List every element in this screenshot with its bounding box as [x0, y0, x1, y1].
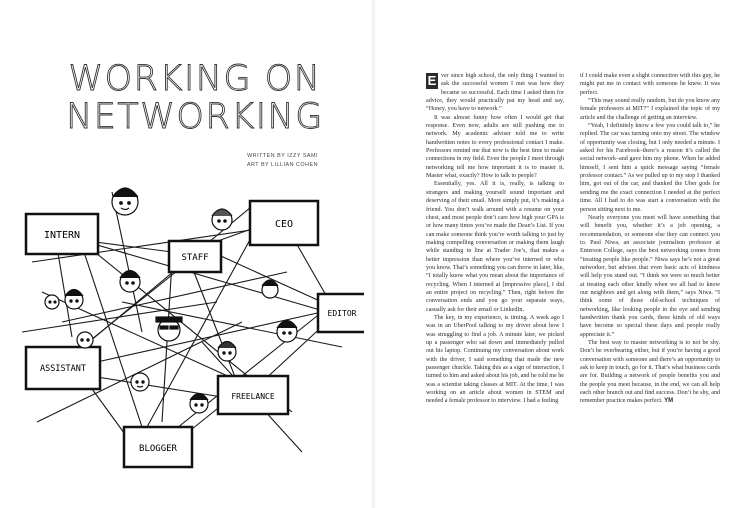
box-ceo: [250, 201, 318, 245]
paragraph: if I could make even a slight connection with this guy, he might put me in contact with someone he knew. It was perfect.: [580, 73, 720, 96]
face-icon: [212, 209, 232, 230]
face-icon: [77, 332, 93, 348]
box-assistant: [26, 347, 100, 389]
paragraph: It was almost funny how often I would get that response. Even now, adults are still pushing me to network. My academic adviser told me to write handwritten notes to every professional contact I make. Professors remind me that now is the best time to make connections in my field. Even the people I meet through networking tell me how important it is to master it. Master what, exactly? How to talk to people?: [426, 114, 564, 180]
box-staff: [169, 241, 221, 272]
paragraph: “This may sound really random, but do you know any female professors at MIT?” I explained the topic of my article and the challenge of getting an interview.: [580, 98, 720, 121]
label-staff: STAFF: [181, 253, 209, 263]
author-credit: WRITTEN BY IZZY SAMI: [247, 153, 318, 159]
face-icon: [156, 317, 182, 341]
face-icon: [190, 394, 208, 414]
paragraph: The best way to master networking is to not be shy. Don’t be overbearing either, but if you’re having a good conversation with someone and there’s an opportunity to ask to keep in touch, go for it. That’s what business cards are for. Building a network of people benefits you and the people you meet because, in the end, we can all help each other branch out and find success. Don’t be shy, and remember practice makes perfect. YM: [580, 340, 720, 405]
paragraph: Essentially, yes. All it is, really, is talking to strangers and making yourself sound important and deserving of their email. More simply put, it’s making a friend. You don’t walk around with a resume on your chest, and most people don’t care how high your GPA is or how many times you’ve made the Dean’s List. If you can make someone think you’re worth talking to just by making compelling conversation or making them laugh while standing in line at Trader Joe’s, that makes a better impression than where you’ve interned or who you know. That’s something you can throw in later, like, “I totally know what you mean about the importance of recycling. When I interned at [impressive place], I did an entire project on recycling.” Then, right before the conversation ends and you go your separate ways, casually ask for their email or LinkedIn.: [426, 181, 564, 313]
face-icon: [131, 373, 149, 391]
end-mark: YM: [664, 398, 674, 405]
label-ceo: CEO: [274, 219, 294, 230]
artist-credit: ART BY LILLIAN COHEN: [246, 162, 318, 168]
label-freelance: FREELANCE: [231, 392, 275, 401]
title-line-2: NETWORKING: [66, 97, 324, 137]
face-icon: [262, 280, 278, 298]
article-column-2: [580, 72, 720, 406]
byline: [180, 152, 318, 170]
networking-illustration: [22, 172, 364, 472]
label-assistant: ASSISTANT: [39, 364, 87, 374]
article-title: [60, 60, 330, 136]
label-intern: INTERN: [43, 230, 81, 241]
label-editor: EDITOR: [327, 309, 357, 318]
face-icon: [112, 188, 138, 215]
article-column-1: [426, 72, 564, 406]
label-blogger: BLOGGER: [139, 444, 177, 454]
face-icon: [277, 321, 297, 343]
face-icon: [45, 295, 59, 309]
title-line-1: WORKING ON: [68, 59, 322, 99]
face-icon: [120, 271, 140, 293]
box-intern: [26, 214, 98, 254]
paragraph: “Yeah, I definitely know a few you could talk to,” he replied. The car was turning onto my street. The window of opportunity was closing, but I only needed a minute. I asked for his Facebook–there’s a reason it’s called the social network–and gave him my phone. When he added himself, I sent him a quick message saying “female professor contact.” As we pulled up to my stop I thanked him, got out of the car, and thanked the Uber gods for sending me the exact connection I needed at the perfect time. All I had to do was start a conversation with the person sitting next to me.: [580, 123, 720, 213]
box-blogger: [124, 427, 192, 467]
box-freelance: [218, 376, 288, 414]
paragraph: Nearly everyone you meet will have something that will benefit you, whether it’s a job opening, a recommendation, or someone else they can connect you to. Paul Niwa, an associate journalism professor at Emerson College, says the best networking comes from “treating people like people.” Niwa says he’s not a great networker, but advises that even basic acts of kindness will help you stand out. “I think we were so much better at treating each other kindly when we all had to know our neighbors and get along with them,” says Niwa. “I think some of those old-school techniques of networking, like looking people in the eye and sending handwritten thank you cards, these kinds of old ways have become so special these days and people really appreciate it.”: [580, 214, 720, 338]
box-editor: [318, 294, 364, 332]
face-icon: [218, 342, 236, 362]
page-gutter: [372, 0, 375, 508]
face-icon: [65, 290, 83, 310]
drop-cap: E: [427, 73, 437, 88]
paragraph: E ver since high school, the only thing I wanted to ask the successful women I met was how they became so successful. Each time I asked them for advice, they would practically pat my head and say, “Honey, you have to network.”: [426, 73, 564, 113]
paragraph: The key, in my experience, is timing. A week ago I was in an UberPool talking to my driver about how I was struggling to find a job. A minute later, we picked up a passenger who sat down and immediately pulled out his laptop. Continuing my conversation about work with the driver, I said something that made the new passenger chuckle. Taking this as a sign of interaction, I turned to him and asked about his job, and he told me he was a scientist taking classes at MIT. At the time, I was working on an article about women in STEM and needed a female professor to interview. I had a feeling: [426, 314, 564, 405]
